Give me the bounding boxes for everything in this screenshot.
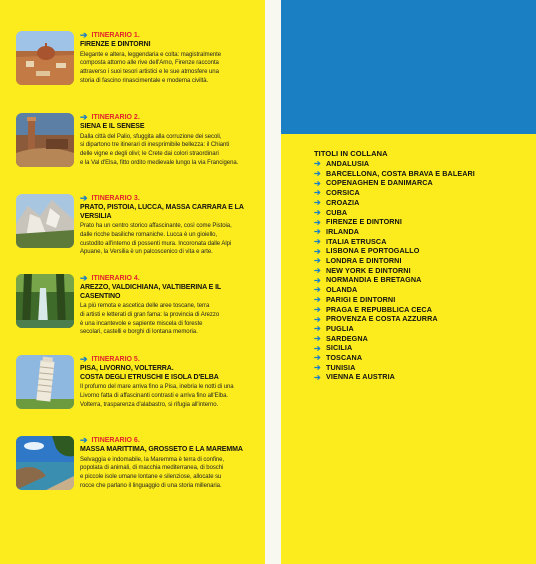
itinerary-title: FIRENZE E DINTORNI [80,41,151,48]
arrow-right-icon: ➔ [314,198,321,208]
itinerary-text [80,436,260,491]
arrow-right-icon: ➔ [314,188,321,198]
itinerary-label: ➔ ITINERARIO 3. [80,193,140,203]
arrow-right-icon: ➔ [314,353,321,363]
arrow-right-icon: ➔ [314,295,321,305]
series-titles-heading: TITOLI IN COLLANA [314,149,388,158]
series-title-item: ➔ CROAZIA [314,197,360,208]
series-titles-list [314,149,524,382]
series-title-item: ➔ FIRENZE E DINTORNI [314,217,402,227]
arrow-right-icon: ➔ [80,273,88,283]
series-title-item: ➔ SICILIA [314,343,353,353]
arrow-right-icon: ➔ [314,285,321,295]
series-title-item: ➔ ANDALUSIA [314,159,370,169]
itinerary-label: ➔ ITINERARIO 2. [80,112,140,122]
itinerary-text [80,274,260,337]
series-title-item: ➔ IRLANDA [314,226,360,237]
arrow-right-icon: ➔ [80,354,88,364]
series-title-item: ➔ SARDEGNA [314,333,368,343]
series-title-item: ➔ COPENAGHEN E DANIMARCA [314,178,433,188]
series-title-item: ➔ LONDRA E DINTORNI [314,256,402,266]
page-gutter [265,0,281,564]
arrow-right-icon: ➔ [80,112,88,122]
series-title-item: ➔ LISBONA E PORTOGALLO [314,246,420,256]
arrow-right-icon: ➔ [80,193,88,203]
itinerary-description: Selvaggia e indomabile, la Maremma è terra di confine, popolata di animali, di macchia mediterranea, di boschi e piccole isole umane lontane e silenziose, allocate su rocce che parlano il linguaggio di una storia millenaria. [80,456,225,489]
series-title-item: ➔ PUGLIA [314,323,354,334]
itinerary-description: Dalla città del Palio, sfuggita alla corruzione dei secoli, si dipartono tre itinerari di inesprimibile bellezza: il Chianti delle vigne e degli olivi; le Crete dai colori straordinari e la Val d'Elsa, fitto ordito medievale lungo la via Francigena. [80,133,239,166]
siena-photo [16,113,74,167]
arrow-right-icon: ➔ [314,314,321,324]
itinerary-text [80,194,260,257]
series-title-item: ➔ PROVENZA E COSTA AZZURRA [314,314,438,324]
itinerary-label: ➔ ITINERARIO 6. [80,435,140,445]
itinerary-text [80,113,260,168]
series-title-item: ➔ ITALIA ETRUSCA [314,236,387,246]
itinerary-description: Prato ha un centro storico affascinante, così come Pistoia, dalle ricche basiliche romaniche. Lucca è un gioiello, custodito all'interno di possenti mura. Incoronata dalle Alpi Apuane, la Versilia è un palcoscenico di vita e arte. [80,223,232,256]
series-title-item: ➔ TOSCANA [314,353,363,363]
casentino-forest-photo [16,274,74,328]
arrow-right-icon: ➔ [314,372,321,382]
apuan-alps-photo [16,194,74,248]
arrow-right-icon: ➔ [314,236,321,246]
itinerary-title: PISA, LIVORNO, VOLTERRA. COSTA DEGLI ETRUSCHI E ISOLA D'ELBA [80,365,219,381]
itinerary-text [80,31,260,86]
arrow-right-icon: ➔ [314,266,321,276]
series-title-item: ➔ TUNISIA [314,362,356,373]
arrow-right-icon: ➔ [314,159,321,169]
maremma-coast-photo [16,436,74,490]
itinerary-label: ➔ ITINERARIO 1. [80,30,140,40]
arrow-right-icon: ➔ [314,169,321,179]
itinerary-title: SIENA E IL SENESE [80,123,145,130]
pisa-tower-photo [16,355,74,409]
itinerary-title: PRATO, PISTOIA, LUCCA, MASSA CARRARA E LA VERSILIA [80,204,244,220]
itinerary-title: MASSA MARITTIMA, GROSSETO E LA MAREMMA [80,446,243,453]
arrow-right-icon: ➔ [314,275,321,285]
itinerary-label: ➔ ITINERARIO 4. [80,273,140,283]
florence-photo [16,31,74,85]
arrow-right-icon: ➔ [314,363,321,373]
series-title-item: ➔ OLANDA [314,285,358,295]
arrow-right-icon: ➔ [314,227,321,237]
arrow-right-icon: ➔ [314,304,321,314]
arrow-right-icon: ➔ [314,217,321,227]
arrow-right-icon: ➔ [80,30,88,40]
right-page-blue-band [281,0,536,134]
series-title-item: ➔ PARIGI E DINTORNI [314,294,396,305]
itinerary-description: Il profumo del mare arriva fino a Pisa, inebria le notti di una Livorno fatta di affascinanti contrasti e arriva fino all'Elba. Volterra, trasparenza d'alabastro, si rifugia all'interno. [80,384,234,408]
series-title-item: ➔ NEW YORK E DINTORNI [314,265,411,276]
itinerary-description: Elegante e altera, leggendaria e colta: magistralmente composta attorno alle rive dell'Arno, Firenze racconta attraverso i suoi tesori artistici e le sue atmosfere una storia di fascino rinascimentale e moderna civiltà. [80,51,222,84]
series-title-item: ➔ PRAGA E REPUBBLICA CECA [314,304,432,314]
arrow-right-icon: ➔ [314,246,321,256]
series-title-item: ➔ VIENNA E AUSTRIA [314,372,395,382]
arrow-right-icon: ➔ [314,207,321,217]
arrow-right-icon: ➔ [314,324,321,334]
series-title-item: ➔ CUBA [314,207,348,217]
arrow-right-icon: ➔ [314,256,321,266]
arrow-right-icon: ➔ [80,435,88,445]
arrow-right-icon: ➔ [314,343,321,353]
arrow-right-icon: ➔ [314,178,321,188]
series-title-item: ➔ BARCELLONA, COSTA BRAVA E BALEARI [314,168,475,179]
itinerary-title: AREZZO, VALDICHIANA, VALTIBERINA E IL CASENTINO [80,284,221,300]
series-title-item: ➔ NORMANDIA E BRETAGNA [314,275,422,285]
arrow-right-icon: ➔ [314,334,321,343]
itinerary-text [80,355,260,409]
series-title-item: ➔ CORSICA [314,188,360,198]
itinerary-description: La più remota e ascetica delle aree toscane, terra di artisti e letterati di gran fama: la provincia di Arezzo è una incantevole e sapiente miscela di foreste secolari, castelli e borghi di lontana memoria. [80,303,220,336]
itinerary-label: ➔ ITINERARIO 5. [80,354,140,364]
